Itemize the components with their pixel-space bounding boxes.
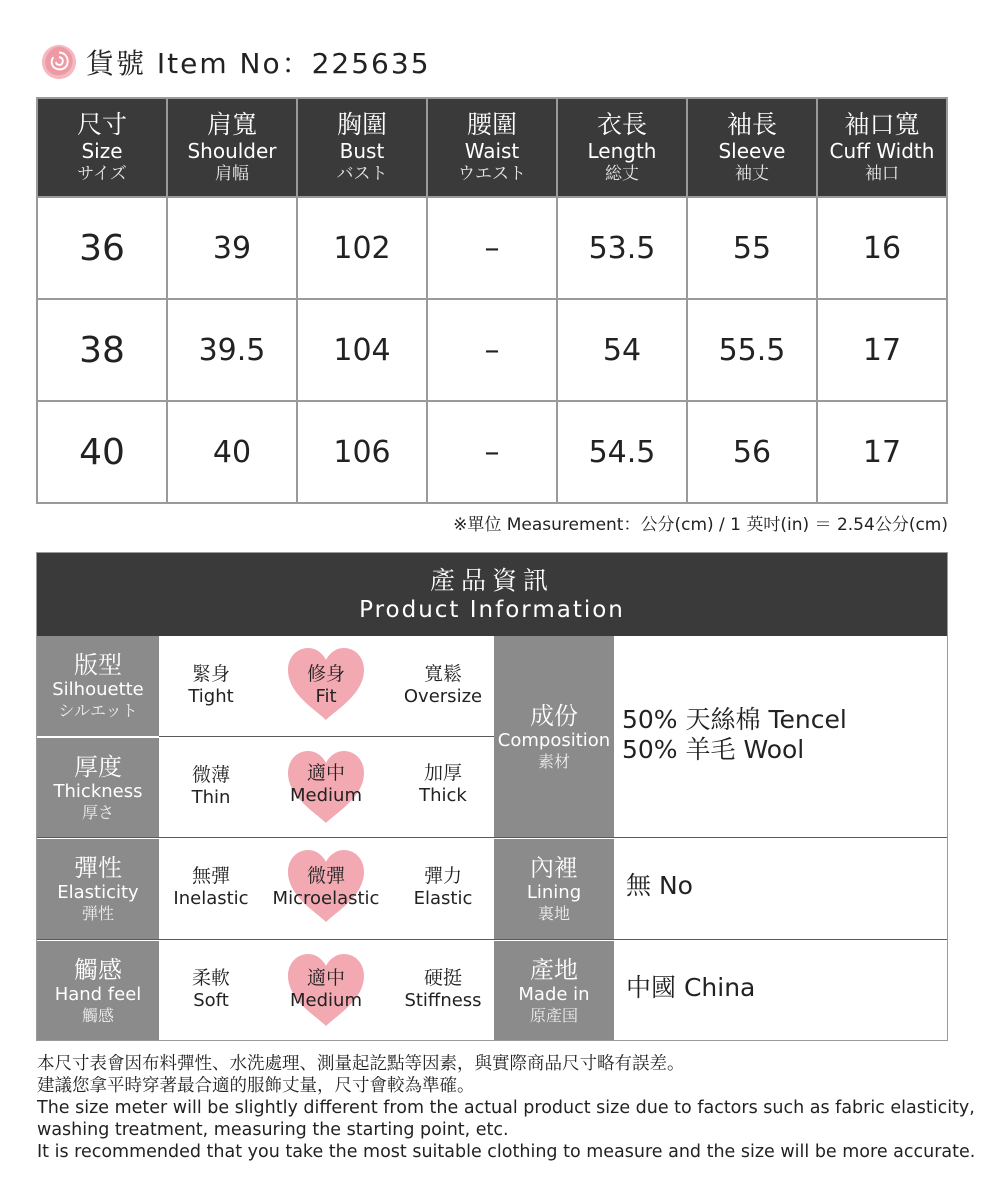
disclaimer [37, 1053, 976, 1163]
length-value: 54 [557, 299, 687, 401]
table-row [37, 401, 947, 503]
size-value: 40 [37, 401, 167, 503]
label-hand-feel: 觸感 Hand feel 觸感 [37, 941, 159, 1040]
size-value: 36 [37, 197, 167, 299]
col-cuff-width: 袖口寬 Cuff Width 袖口 [817, 98, 947, 197]
option-medium-hand-feel: 適中 Medium [290, 967, 362, 1011]
size-table [36, 97, 948, 504]
cuff-width-value: 16 [817, 197, 947, 299]
label-composition: 成份 Composition 素材 [494, 636, 614, 837]
shoulder-value: 39.5 [167, 299, 297, 401]
disclaimer-line: washing treatment, measuring the starting point, etc. [37, 1120, 509, 1140]
option-medium-thickness: 適中 Medium [290, 762, 362, 806]
bust-value: 104 [297, 299, 427, 401]
sleeve-value: 55.5 [687, 299, 817, 401]
size-table-header [37, 98, 947, 197]
label-elasticity: 彈性 Elasticity 弾性 [37, 839, 159, 939]
rose-icon [40, 43, 78, 81]
option-inelastic: 無彈 Inelastic [173, 865, 249, 909]
table-row [37, 197, 947, 299]
option-stiffness: 硬挺 Stiffness [404, 967, 482, 1011]
option-tight: 緊身 Tight [188, 663, 234, 707]
option-thin: 微薄 Thin [191, 764, 231, 808]
waist-value: – [427, 197, 557, 299]
disclaimer-line: It is recommended that you take the most suitable clothing to measure and the size will be more accurate. [37, 1142, 976, 1162]
divider [37, 837, 947, 838]
item-number: 貨號 Item No：225635 [86, 47, 431, 80]
label-thickness: 厚度 Thickness 厚さ [37, 738, 159, 837]
option-fit: 修身 Fit [306, 663, 345, 707]
option-elastic: 彈力 Elastic [413, 865, 473, 909]
divider [37, 939, 947, 940]
label-lining: 內裡 Lining 裏地 [494, 839, 614, 939]
item-header [40, 40, 431, 84]
composition-line: 50% 羊毛 Wool [622, 735, 805, 764]
origin-value: 中國 China [626, 973, 756, 1002]
size-value: 38 [37, 299, 167, 401]
label-silhouette: 版型 Silhouette シルエット [37, 636, 159, 736]
table-row [37, 299, 947, 401]
divider [159, 736, 494, 737]
option-soft: 柔軟 Soft [191, 967, 230, 1011]
bust-value: 102 [297, 197, 427, 299]
option-microelastic: 微彈 Microelastic [272, 865, 380, 909]
waist-value: – [427, 401, 557, 503]
bust-value: 106 [297, 401, 427, 503]
lining-value: 無 No [626, 871, 693, 900]
col-size: 尺寸 Size サイズ [37, 98, 167, 197]
product-info-title: 產品資訊 Product Information [37, 553, 947, 636]
col-shoulder: 肩寬 Shoulder 肩幅 [167, 98, 297, 197]
composition-line: 50% 天絲棉 Tencel [622, 705, 847, 734]
col-bust: 胸圍 Bust バスト [297, 98, 427, 197]
waist-value: – [427, 299, 557, 401]
shoulder-value: 39 [167, 197, 297, 299]
option-thick: 加厚 Thick [419, 762, 467, 806]
col-waist: 腰圍 Waist ウエスト [427, 98, 557, 197]
sleeve-value: 56 [687, 401, 817, 503]
sleeve-value: 55 [687, 197, 817, 299]
col-length: 衣長 Length 総丈 [557, 98, 687, 197]
col-sleeve: 袖長 Sleeve 袖丈 [687, 98, 817, 197]
length-value: 54.5 [557, 401, 687, 503]
product-info-panel [36, 552, 948, 1041]
length-value: 53.5 [557, 197, 687, 299]
cuff-width-value: 17 [817, 401, 947, 503]
label-origin: 產地 Made in 原產国 [494, 941, 614, 1040]
disclaimer-line: The size meter will be slightly different from the actual product size due to factors such as fabric elasticity, [37, 1098, 975, 1118]
disclaimer-line: 本尺寸表會因布料彈性、水洗處理、測量起訖點等因素，與實際商品尺寸略有誤差。 [37, 1054, 685, 1074]
cuff-width-value: 17 [817, 299, 947, 401]
disclaimer-line: 建議您拿平時穿著最合適的服飾丈量，尺寸會較為準確。 [37, 1076, 475, 1096]
option-oversize: 寬鬆 Oversize [403, 663, 483, 707]
shoulder-value: 40 [167, 401, 297, 503]
unit-note: ※單位 Measurement：公分(cm) / 1 英吋(in) ＝ 2.54公分(cm) [453, 515, 948, 535]
